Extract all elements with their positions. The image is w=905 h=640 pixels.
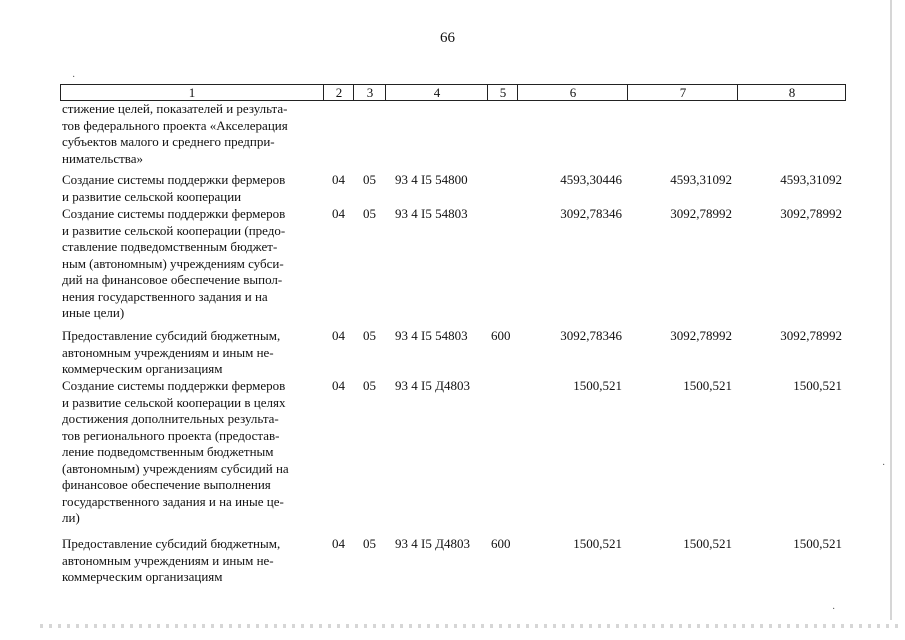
description-line: тов федерального проекта «Акселерация [62, 117, 288, 133]
header-col-5: 5 [487, 85, 518, 100]
description-line: и развитие сельской кооперации (предо- [62, 222, 286, 238]
header-col-2: 2 [323, 85, 354, 100]
header-col-3: 3 [353, 85, 386, 100]
scan-dot: · [72, 72, 76, 83]
description-line: автономным учреждениям и иным не- [62, 344, 274, 360]
row-description [62, 206, 322, 322]
description-line: ли) [62, 510, 80, 525]
amount-col-6: 1500,521 [573, 378, 622, 393]
header-col-7: 7 [627, 85, 738, 100]
amount-col-7: 3092,78992 [670, 206, 732, 221]
description-line: тов регионального проекта (предостав- [62, 427, 280, 443]
target-article-code: 93 4 I5 Д4803 [395, 536, 470, 551]
amount-col-6: 3092,78346 [560, 206, 622, 221]
section-code: 04 [332, 206, 345, 221]
subsection-code: 05 [363, 172, 376, 187]
description-line: финансовое обеспечение выполнения [62, 477, 271, 492]
amount-col-7: 4593,31092 [670, 172, 732, 187]
description-line: (автономным) учреждениям субсидий на [62, 460, 289, 476]
amount-col-8: 3092,78992 [780, 206, 842, 221]
amount-col-6: 1500,521 [573, 536, 622, 551]
description-line: ставление подведомственным бюджет- [62, 239, 278, 254]
description-line: коммерческим организациям [62, 569, 223, 584]
target-article-code: 93 4 I5 54803 [395, 206, 468, 221]
page-edge-bottom [40, 624, 900, 628]
table-header [60, 84, 846, 101]
expense-type-code: 600 [491, 328, 511, 343]
description-line: нения государственного задания и на [62, 288, 268, 304]
description-line: автономным учреждениям и иным не- [62, 552, 274, 568]
row-description [62, 536, 322, 586]
amount-col-7: 3092,78992 [670, 328, 732, 343]
description-line: Создание системы поддержки фермеров [62, 378, 286, 393]
amount-col-6: 4593,30446 [560, 172, 622, 187]
header-col-8: 8 [737, 85, 846, 100]
description-line: Предоставление субсидий бюджетным, [62, 328, 281, 343]
section-code: 04 [332, 172, 345, 187]
description-line: иные цели) [62, 305, 125, 320]
target-article-code: 93 4 I5 54800 [395, 172, 468, 187]
amount-col-8: 4593,31092 [780, 172, 842, 187]
amount-col-7: 1500,521 [683, 536, 732, 551]
description-line: ным (автономным) учреждениям субси- [62, 255, 284, 271]
description-line: и развитие сельской кооперации в целях [62, 394, 286, 410]
target-article-code: 93 4 I5 54803 [395, 328, 468, 343]
section-code: 04 [332, 328, 345, 343]
row-description [62, 328, 322, 378]
description-line: достижения дополнительных результа- [62, 411, 279, 426]
description-line: ление подведомственным бюджетным [62, 444, 274, 459]
page-edge-right [890, 0, 892, 620]
description-line: Создание системы поддержки фермеров [62, 206, 286, 221]
amount-col-7: 1500,521 [683, 378, 732, 393]
description-line: Создание системы поддержки фермеров [62, 172, 286, 187]
description-line: стижение целей, показателей и результа- [62, 101, 288, 116]
description-line: Предоставление субсидий бюджетным, [62, 536, 281, 551]
description-line: и развитие сельской кооперации [62, 188, 242, 204]
description-line: субъектов малого и среднего предпри- [62, 134, 275, 149]
section-code: 04 [332, 536, 345, 551]
subsection-code: 05 [363, 536, 376, 551]
subsection-code: 05 [363, 206, 376, 221]
scan-dot: · [832, 604, 836, 615]
description-line: коммерческим организациям [62, 361, 223, 376]
expense-type-code: 600 [491, 536, 511, 551]
header-col-6: 6 [517, 85, 628, 100]
description-line: нимательства» [62, 150, 144, 166]
description-line: дий на финансовое обеспечение выпол- [62, 272, 283, 287]
scan-dot: · [882, 460, 886, 471]
header-col-4: 4 [385, 85, 488, 100]
row-description [62, 101, 322, 167]
page-number: 66 [440, 30, 455, 46]
header-col-1: 1 [188, 85, 196, 100]
row-description [62, 172, 322, 205]
row-description [62, 378, 322, 527]
section-code: 04 [332, 378, 345, 393]
amount-col-8: 1500,521 [793, 536, 842, 551]
target-article-code: 93 4 I5 Д4803 [395, 378, 470, 393]
subsection-code: 05 [363, 328, 376, 343]
amount-col-8: 3092,78992 [780, 328, 842, 343]
description-line: государственного задания и на иные це- [62, 493, 284, 509]
subsection-code: 05 [363, 378, 376, 393]
amount-col-6: 3092,78346 [560, 328, 622, 343]
amount-col-8: 1500,521 [793, 378, 842, 393]
